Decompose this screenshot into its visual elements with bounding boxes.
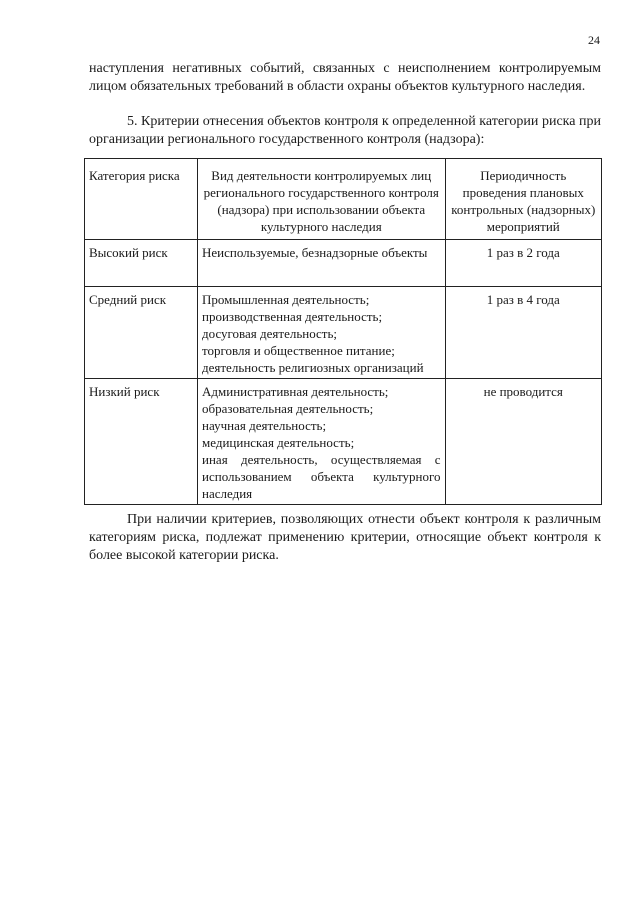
paragraph-criteria: 5. Критерии отнесения объектов контроля к определенной категории риска при организации регионального государственного контроля (надзора): — [89, 114, 601, 147]
header-periodicity: Периодичность проведения плановых контрольных (надзорных) мероприятий — [445, 159, 601, 240]
header-activity: Вид деятельности контролируемых лиц регионального государственного контроля (надзора) при использовании объекта культурного наследия — [198, 159, 446, 240]
table-row — [85, 240, 602, 287]
header-category: Категория риска — [85, 159, 198, 240]
activity-item: медицинская деятельность; — [202, 435, 355, 450]
activity-item: Неиспользуемые, безнадзорные объекты — [202, 245, 428, 260]
activity-item: Промышленная деятельность; — [202, 292, 370, 307]
activity-item: иная деятельность, осуществляемая с использованием объекта культурного наследия — [202, 452, 441, 501]
table-row — [85, 287, 602, 379]
activity-item: производственная деятельность; — [202, 309, 383, 324]
risk-category-cell: Средний риск — [85, 287, 198, 379]
periodicity-cell: 1 раз в 2 года — [445, 240, 601, 287]
risk-category-cell: Высокий риск — [85, 240, 198, 287]
activity-item: досуговая деятельность; — [202, 326, 338, 341]
periodicity-cell: не проводится — [445, 379, 601, 505]
activity-item: торговля и общественное питание; — [202, 343, 395, 358]
periodicity-cell: 1 раз в 4 года — [445, 287, 601, 379]
table-header-row — [85, 159, 602, 240]
activity-item: образовательная деятельность; — [202, 401, 374, 416]
paragraph-bottom: При наличии критериев, позволяющих отнести объект контроля к различным категориям риска, подлежат применению критерии, относящие объект контроля к более высокой категории риска. — [89, 512, 601, 563]
risk-category-cell: Низкий риск — [85, 379, 198, 505]
paragraph-top: наступления негативных событий, связанных с неисполнением контролируемым лицом обязательных требований в области охраны объектов культурного наследия. — [89, 61, 601, 94]
table-row — [85, 379, 602, 505]
activity-cell — [198, 287, 446, 379]
activity-cell — [198, 240, 446, 287]
activity-item: научная деятельность; — [202, 418, 327, 433]
activity-item: деятельность религиозных организаций — [202, 360, 424, 375]
activity-item: Административная деятельность; — [202, 384, 389, 399]
risk-criteria-table — [84, 158, 602, 505]
page-number: 24 — [588, 33, 600, 47]
activity-cell — [198, 379, 446, 505]
